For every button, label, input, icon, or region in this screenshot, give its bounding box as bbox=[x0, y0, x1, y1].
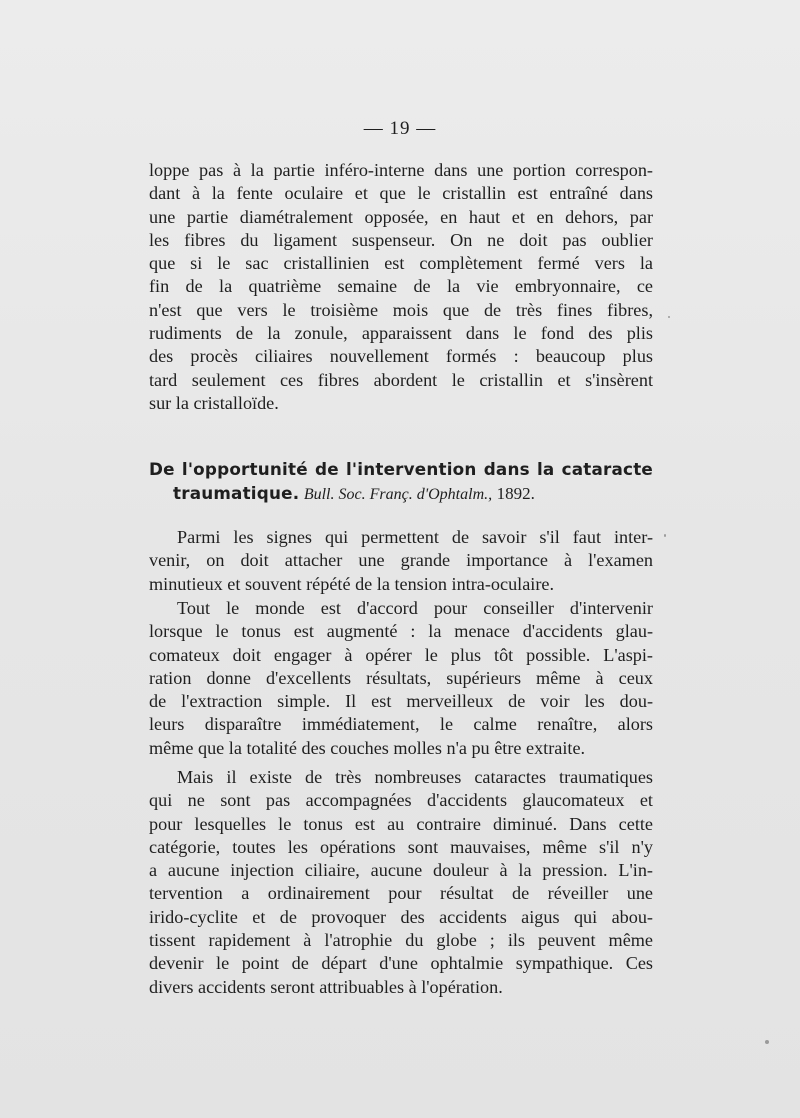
text-line: même que la totalité des couches molles n'a pu être extraite. bbox=[149, 737, 586, 758]
text-line: devenir le point de départ d'une ophtalmie sympathique. Ces bbox=[149, 953, 653, 974]
paragraph-1 bbox=[149, 159, 653, 415]
citation-year: 1892. bbox=[496, 483, 535, 503]
text-line: rudiments de la zonule, apparaissent dans le fond des plis bbox=[149, 323, 653, 344]
text-line: leurs disparaître immédiatement, le calme renaître, alors bbox=[149, 714, 653, 735]
text-line: Tout le monde est d'accord pour conseiller d'intervenir bbox=[177, 598, 653, 618]
section-heading bbox=[149, 458, 653, 506]
text-line: tissent rapidement à l'atrophie du globe ; ils peuvent même bbox=[149, 930, 653, 951]
heading-title-end: traumatique. bbox=[173, 482, 300, 503]
page-number: — 19 — bbox=[363, 118, 437, 139]
text-line: divers accidents seront attribuables à l'opération. bbox=[149, 976, 503, 997]
paragraph-3 bbox=[149, 597, 653, 760]
text-line: qui ne sont pas accompagnées d'accidents glaucomateux et bbox=[149, 790, 653, 811]
text-line: pour lesquelles le tonus est au contraire diminué. Dans cette bbox=[149, 813, 653, 834]
text-line: loppe pas à la partie inféro-interne dans une portion correspon- bbox=[149, 160, 653, 180]
text-line: catégorie, toutes les opérations sont mauvaises, même s'il n'y bbox=[149, 836, 653, 857]
text-line: sur la cristalloïde. bbox=[149, 392, 279, 413]
text-line: irido-cyclite et de provoquer des accidents aigus qui abou- bbox=[149, 906, 653, 927]
text-line: de l'extraction simple. Il est merveilleux de voir les dou- bbox=[149, 691, 653, 712]
text-line: n'est que vers le troisième mois que de très fines fibres, bbox=[149, 299, 653, 320]
text-line: Parmi les signes qui permettent de savoir s'il faut inter- bbox=[177, 527, 653, 547]
text-line: minutieux et souvent répété de la tension intra-oculaire. bbox=[149, 573, 555, 594]
text-line: Mais il existe de très nombreuses cataractes traumatiques bbox=[177, 767, 653, 787]
paragraph-2 bbox=[149, 526, 653, 596]
paper-speck bbox=[664, 534, 666, 537]
text-line: venir, on doit attacher une grande importance à l'examen bbox=[149, 550, 653, 571]
text-line: dant à la fente oculaire et que le cristallin est entraîné dans bbox=[149, 183, 653, 204]
heading-title-line-1: De l'opportunité de l'intervention dans la cataracte bbox=[149, 459, 653, 479]
text-line: que si le sac cristallinien est complètement fermé vers la bbox=[149, 253, 653, 274]
text-line: tard seulement ces fibres abordent le cristallin et s'insèrent bbox=[149, 369, 653, 390]
text-line: fin de la quatrième semaine de la vie embryonnaire, ce bbox=[149, 276, 653, 297]
text-line: lorsque le tonus est augmenté : la menace d'accidents glau- bbox=[149, 621, 653, 642]
text-line: comateux doit engager à opérer le plus tôt possible. L'aspi- bbox=[149, 644, 653, 665]
paper-speck bbox=[668, 316, 670, 318]
text-line: a aucune injection ciliaire, aucune douleur à la pression. L'in- bbox=[149, 860, 653, 881]
text-line: des procès ciliaires nouvellement formés : beaucoup plus bbox=[149, 346, 653, 367]
text-line: les fibres du ligament suspenseur. On ne doit pas oublier bbox=[149, 229, 653, 250]
text-line: une partie diamétralement opposée, en haut et en dehors, par bbox=[149, 206, 653, 227]
paper-speck bbox=[765, 1040, 769, 1044]
paragraph-4 bbox=[149, 766, 653, 999]
heading-title-line-2 bbox=[149, 482, 653, 507]
text-line: ration donne d'excellents résultats, supérieurs même à ceux bbox=[149, 667, 653, 688]
text-line: tervention a ordinairement pour résultat de réveiller une bbox=[149, 883, 653, 904]
citation-journal: Bull. Soc. Franç. d'Ophtalm., bbox=[303, 485, 493, 503]
